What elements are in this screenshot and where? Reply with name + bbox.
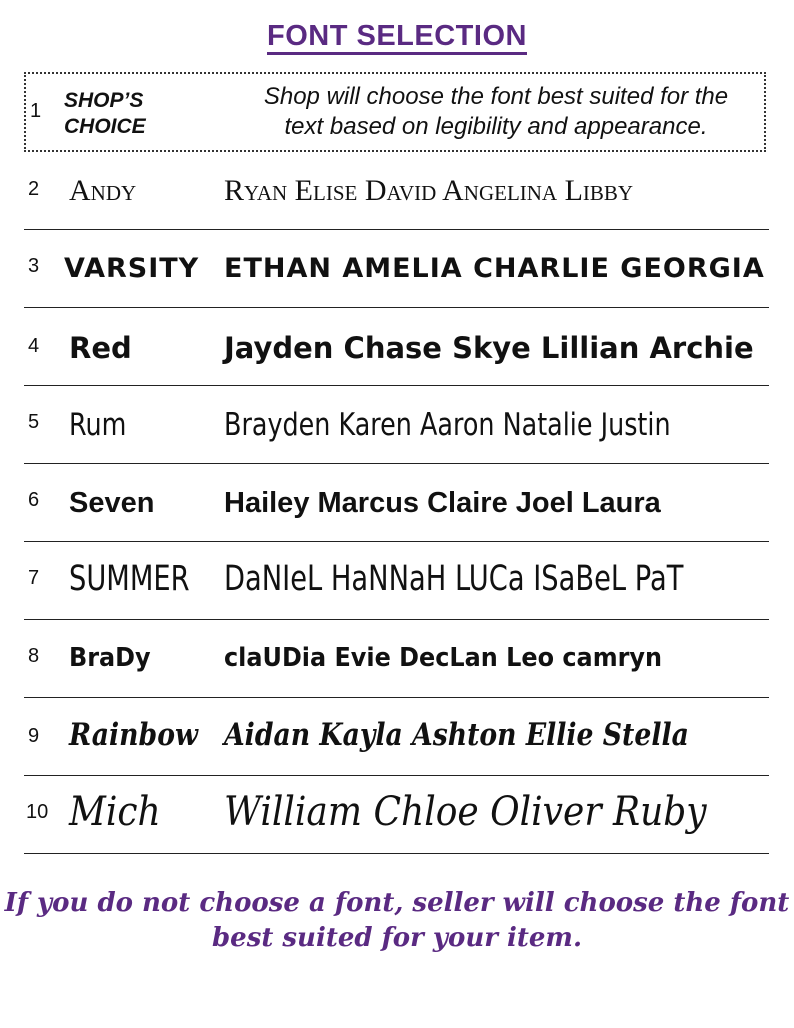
footer-note-line1: If you do not choose a font, seller will choose the font	[4, 888, 790, 918]
row-number: 1	[30, 100, 42, 122]
font-row-rainbow	[24, 699, 769, 776]
font-name: Rainbow	[69, 717, 198, 753]
shop-choice-label	[64, 88, 146, 140]
font-name: Red	[69, 331, 132, 365]
font-name: Rum	[69, 407, 127, 443]
row-number: 8	[28, 645, 40, 667]
font-sample: DaNIeL HaNNaH LUCa ISaBeL PaT	[224, 559, 684, 599]
font-sample: William Chloe Oliver Ruby	[224, 789, 707, 835]
font-name: BraDy	[69, 643, 151, 673]
font-sample: ETHAN AMELIA CHARLIE GEORGIA	[224, 253, 765, 284]
font-sample: claUDia Evie DecLan Leo camryn	[224, 643, 663, 673]
shop-choice-description	[226, 82, 766, 142]
font-sample: Jayden Chase Skye Lillian Archie	[224, 331, 754, 365]
row-number: 10	[26, 801, 49, 823]
font-row-seven	[24, 465, 769, 542]
font-name: Andy	[69, 174, 137, 207]
font-sample: Ryan Elise David Angelina Libby	[224, 174, 634, 207]
shop-choice-label-line2: CHOICE	[64, 115, 146, 138]
font-name: Seven	[69, 487, 155, 519]
font-row-summer	[24, 543, 769, 620]
row-number: 3	[28, 255, 40, 277]
page-title-text: FONT SELECTION	[267, 20, 527, 55]
font-name: VARSITY	[64, 253, 200, 284]
font-sample: Brayden Karen Aaron Natalie Justin	[224, 407, 671, 443]
row-number: 7	[28, 567, 40, 589]
font-row-red	[24, 309, 769, 386]
font-name: SUMMER	[69, 559, 190, 599]
shop-choice-description-line1: Shop will choose the font best suited for the	[263, 83, 729, 110]
font-row-andy	[24, 152, 769, 230]
footer-note	[0, 886, 794, 956]
shop-choice-description-line2: text based on legibility and appearance.	[284, 113, 708, 140]
font-name: Mich	[69, 789, 161, 835]
font-row-rum	[24, 387, 769, 464]
row-number: 4	[28, 335, 40, 357]
font-sample: Aidan Kayla Ashton Ellie Stella	[224, 717, 689, 753]
font-sample: Hailey Marcus Claire Joel Laura	[224, 487, 661, 519]
shop-choice-row	[24, 72, 766, 152]
row-number: 9	[28, 725, 40, 747]
footer-note-line2: best suited for your item.	[212, 923, 582, 953]
row-number: 5	[28, 411, 40, 433]
shop-choice-label-line1: SHOP’S	[64, 89, 144, 112]
font-row-mich	[24, 777, 769, 854]
row-number: 2	[28, 178, 40, 200]
font-row-varsity	[24, 231, 769, 308]
page-title	[0, 20, 794, 53]
font-row-brady	[24, 621, 769, 698]
row-number: 6	[28, 489, 40, 511]
